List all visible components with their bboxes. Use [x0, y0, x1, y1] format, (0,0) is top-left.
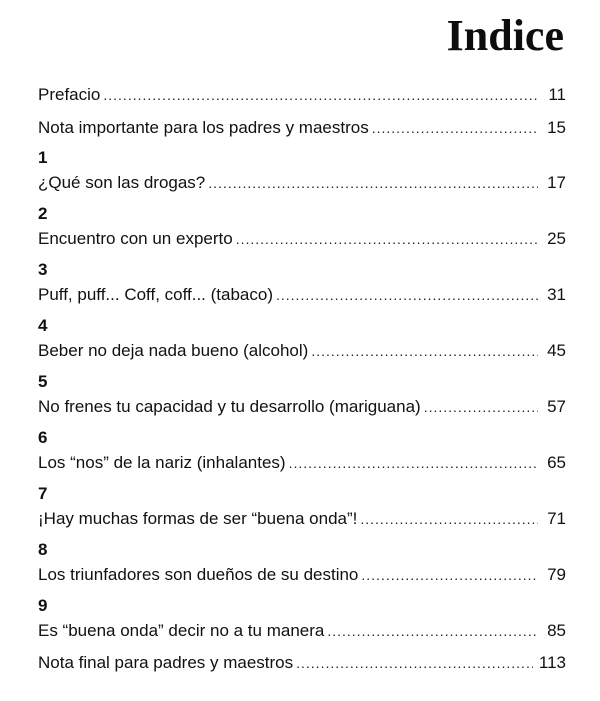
- toc-entry-page: 25: [547, 229, 566, 248]
- toc-entry-line: [38, 284, 566, 306]
- toc-entry-title: Nota importante para los padres y maestros: [38, 118, 369, 137]
- toc-entry-line: [38, 84, 566, 106]
- toc-entry-line: [38, 340, 566, 362]
- chapter-number: 8: [38, 540, 48, 559]
- toc-entry-title: Prefacio: [38, 85, 101, 104]
- dot-leader: [296, 652, 533, 674]
- toc-entry-line: [38, 117, 566, 139]
- toc-entry-line: [38, 172, 566, 194]
- toc-entry-title: Los triunfadores son dueños de su destino: [38, 565, 359, 584]
- toc-entry-line: [38, 452, 566, 474]
- toc-entry-page: 31: [547, 285, 566, 304]
- chapter-number: 4: [38, 316, 48, 335]
- toc-entry-page: 71: [547, 509, 566, 528]
- dot-leader: [360, 508, 538, 530]
- toc-entry-line: [38, 508, 566, 530]
- chapter-number: 2: [38, 204, 48, 223]
- dot-leader: [372, 117, 538, 139]
- toc-entry-chapter-8[interactable]: [38, 540, 566, 586]
- toc-entry-page: 17: [547, 173, 566, 192]
- toc-entry-chapter-6[interactable]: [38, 428, 566, 474]
- toc-entry-page: 57: [547, 397, 566, 416]
- toc-entry-prefacio[interactable]: [38, 84, 566, 106]
- toc-entry-title: ¿Qué son las drogas?: [38, 173, 206, 192]
- toc-entry-page: 11: [548, 85, 566, 104]
- chapter-number: 5: [38, 372, 48, 391]
- dot-leader: [276, 284, 538, 306]
- toc-entry-title: ¡Hay muchas formas de ser “buena onda”!: [38, 509, 358, 528]
- dot-leader: [208, 172, 538, 194]
- toc-entry-line: [38, 652, 566, 674]
- page-title: Indice: [446, 11, 564, 60]
- toc-entry-title: Nota final para padres y maestros: [38, 653, 294, 672]
- dot-leader: [236, 228, 538, 250]
- toc-entry-chapter-5[interactable]: [38, 372, 566, 418]
- dot-leader: [361, 564, 538, 586]
- toc-entry-line: [38, 564, 566, 586]
- chapter-number: 3: [38, 260, 48, 279]
- dot-leader: [327, 620, 538, 642]
- dot-leader: [424, 396, 538, 418]
- toc-entry-nota-final[interactable]: [38, 652, 566, 674]
- toc-entry-title: Es “buena onda” decir no a tu manera: [38, 621, 325, 640]
- dot-leader: [289, 452, 538, 474]
- table-of-contents: [38, 84, 566, 674]
- toc-entry-title: No frenes tu capacidad y tu desarrollo (mariguana): [38, 397, 421, 416]
- chapter-number: 7: [38, 484, 48, 503]
- toc-entry-chapter-4[interactable]: [38, 316, 566, 362]
- toc-entry-page: 65: [547, 453, 566, 472]
- toc-entry-page: 79: [547, 565, 566, 584]
- toc-entry-page: 45: [547, 341, 566, 360]
- toc-entry-page: 85: [547, 621, 566, 640]
- toc-entry-nota-importante[interactable]: [38, 117, 566, 139]
- toc-entry-line: [38, 228, 566, 250]
- toc-entry-title: Encuentro con un experto: [38, 229, 233, 248]
- toc-entry-page: 113: [538, 653, 566, 672]
- chapter-number: 9: [38, 596, 48, 615]
- toc-entry-chapter-7[interactable]: [38, 484, 566, 530]
- dot-leader: [311, 340, 538, 362]
- toc-entry-line: [38, 620, 566, 642]
- toc-entry-chapter-2[interactable]: [38, 204, 566, 250]
- chapter-number: 1: [38, 148, 48, 167]
- dot-leader: [103, 84, 538, 106]
- toc-entry-title: Puff, puff... Coff, coff... (tabaco): [38, 285, 273, 304]
- toc-entry-line: [38, 396, 566, 418]
- toc-entry-chapter-1[interactable]: [38, 148, 566, 194]
- toc-entry-page: 15: [547, 118, 566, 137]
- toc-entry-title: Los “nos” de la nariz (inhalantes): [38, 453, 286, 472]
- toc-entry-title: Beber no deja nada bueno (alcohol): [38, 341, 309, 360]
- toc-entry-chapter-3[interactable]: [38, 260, 566, 306]
- chapter-number: 6: [38, 428, 48, 447]
- toc-entry-chapter-9[interactable]: [38, 596, 566, 642]
